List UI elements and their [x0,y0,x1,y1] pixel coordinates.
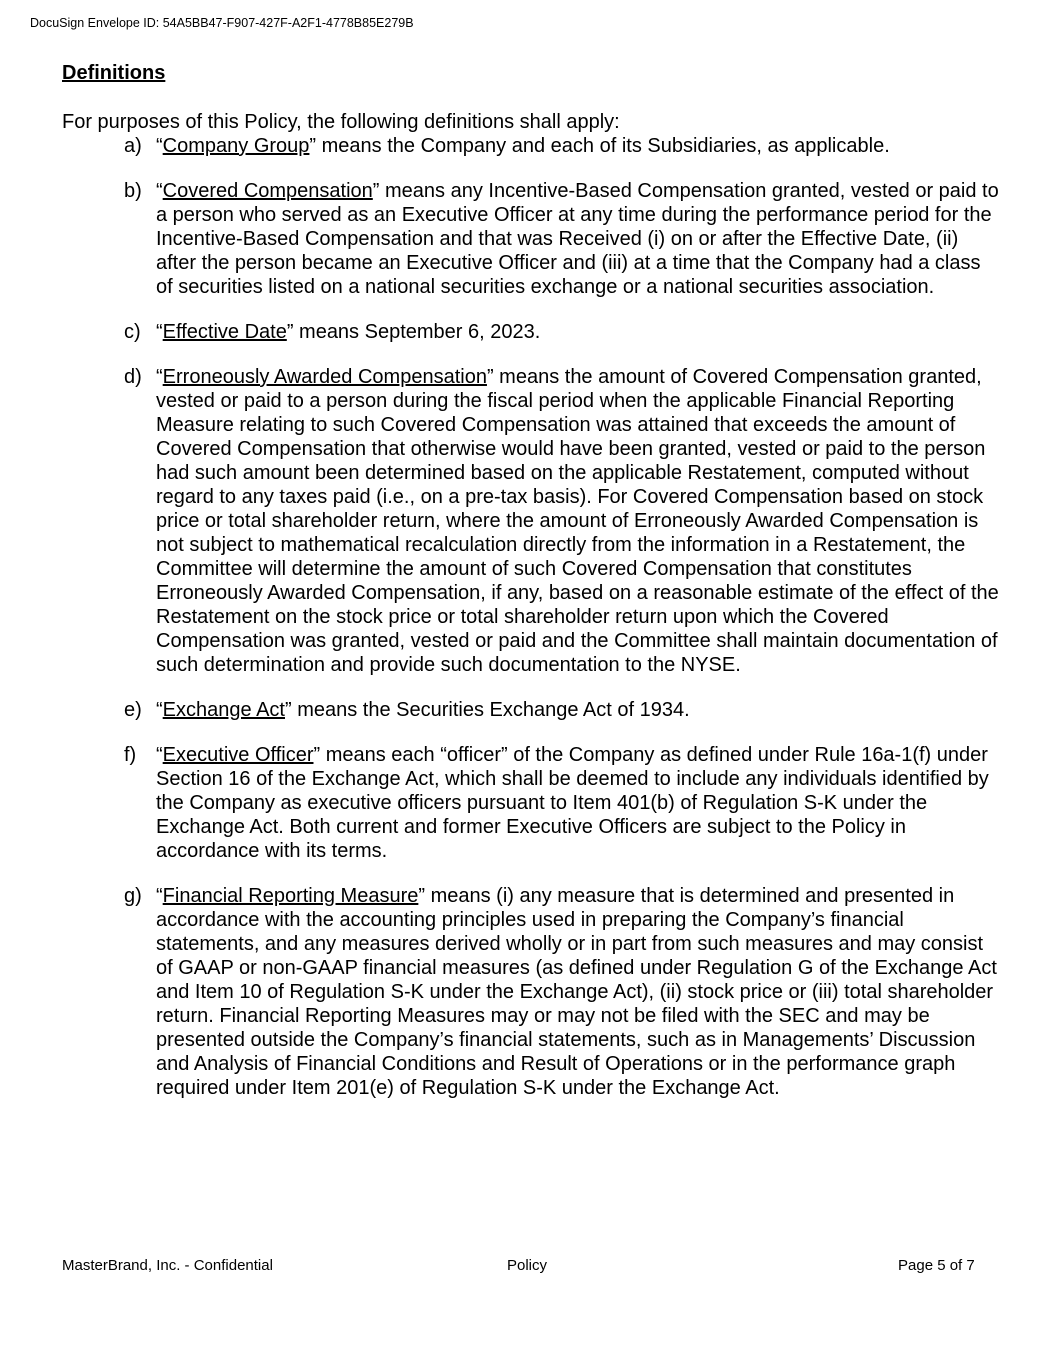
defined-term: Effective Date [162,321,287,343]
item-marker: g) [124,885,142,907]
definition-item [124,179,999,299]
definition-rest: ” means each “officer” of the Company as defined under Rule 16a-1(f) under Section 16 of the Exchange Act, which shall be deemed to include any individuals identified by the Company as executive officers pursuant to Item 401(b) of Regulation S-K under the Exchange Act. Both current and former Executive Officers are subject to the Policy in accordance with its terms. [156,744,989,862]
open-quote: “ [156,699,163,721]
defined-term: Financial Reporting Measure [162,885,419,907]
envelope-id: DocuSign Envelope ID: 54A5BB47-F907-427F-A2F1-4778B85E279B [30,16,414,30]
definition-rest: ” means any Incentive-Based Compensation granted, vested or paid to a person who served as an Executive Officer at any time during the performance period for the Incentive-Based Compensation and that was Received (i) on or after the Effective Date, (ii) after the person became an Executive Officer and (iii) at a time that the Company had a class of securities listed on a national securities exchange or a national securities association. [156,180,999,298]
definition-rest: ” means the amount of Covered Compensation granted, vested or paid to a person during the fiscal period when the applicable Financial Reporting Measure relating to such Covered Compensation was attained that exceeds the amount of Covered Compensation that otherwise would have been granted, vested or paid to the person had such amount been determined based on the applicable Restatement, computed without regard to any taxes paid (i.e., on a pre-tax basis). For Covered Compensation based on stock price or total shareholder return, where the amount of Erroneously Awarded Compensation is not subject to mathematical recalculation directly from the information in a Restatement, the Committee will determine the amount of such Covered Compensation that constitutes Erroneously Awarded Compensation, if any, based on a reasonable estimate of the effect of the Restatement on the stock price or total shareholder return upon which the Covered Compensation was granted, vested or paid and the Committee shall maintain documentation of such determination and provide such documentation to the NYSE. [156,366,999,676]
definition-text [156,320,999,344]
definition-item [124,884,999,1100]
definitions-list [124,134,999,1121]
item-marker: f) [124,744,137,766]
definition-item [124,320,999,344]
item-marker: a) [124,135,142,157]
definition-rest: ” means September 6, 2023. [286,321,541,343]
open-quote: “ [156,744,163,766]
open-quote: “ [156,885,163,907]
footer-page-number: Page 5 of 7 [898,1257,975,1274]
footer-document-title: Policy [507,1257,548,1274]
definition-rest: ” means (i) any measure that is determined and presented in accordance with the accounting principles used in preparing the Company’s financial statements, and any measures derived wholly or in part from such measures and may consist of GAAP or non-GAAP financial measures (as defined under Regulation G of the Exchange Act and Item 10 of Regulation S-K under the Exchange Act), (ii) stock price or (iii) total shareholder return. Financial Reporting Measures may or may not be filed with the SEC and may be presented outside the Company’s financial statements, such as in Managements’ Discussion and Analysis of Financial Conditions and Result of Operations or in the performance graph required under Item 201(e) of Regulation S-K under the Exchange Act. [156,885,997,1099]
open-quote: “ [156,135,163,157]
definition-item [124,743,999,863]
open-quote: “ [156,321,163,343]
item-marker: e) [124,699,142,721]
open-quote: “ [156,180,163,202]
definition-item [124,365,999,677]
definition-text [156,365,999,677]
definition-item [124,134,999,158]
footer-company: MasterBrand, Inc. - Confidential [62,1257,273,1274]
item-marker: d) [124,366,142,388]
defined-term: Executive Officer [162,744,314,766]
definition-rest: ” means the Securities Exchange Act of 1934. [284,699,690,721]
definition-text [156,884,999,1100]
item-marker: b) [124,180,142,202]
definition-rest: ” means the Company and each of its Subsidiaries, as applicable. [309,135,890,157]
intro-text: For purposes of this Policy, the following definitions shall apply: [62,111,620,133]
defined-term: Company Group [162,135,310,157]
defined-term: Erroneously Awarded Compensation [162,366,487,388]
open-quote: “ [156,366,163,388]
definition-text [156,743,999,863]
defined-term: Exchange Act [162,699,285,721]
definition-item [124,698,999,722]
definition-text [156,698,999,722]
definition-text [156,134,999,158]
section-heading: Definitions [62,62,166,84]
definition-text [156,179,999,299]
defined-term: Covered Compensation [162,180,373,202]
item-marker: c) [124,321,141,343]
